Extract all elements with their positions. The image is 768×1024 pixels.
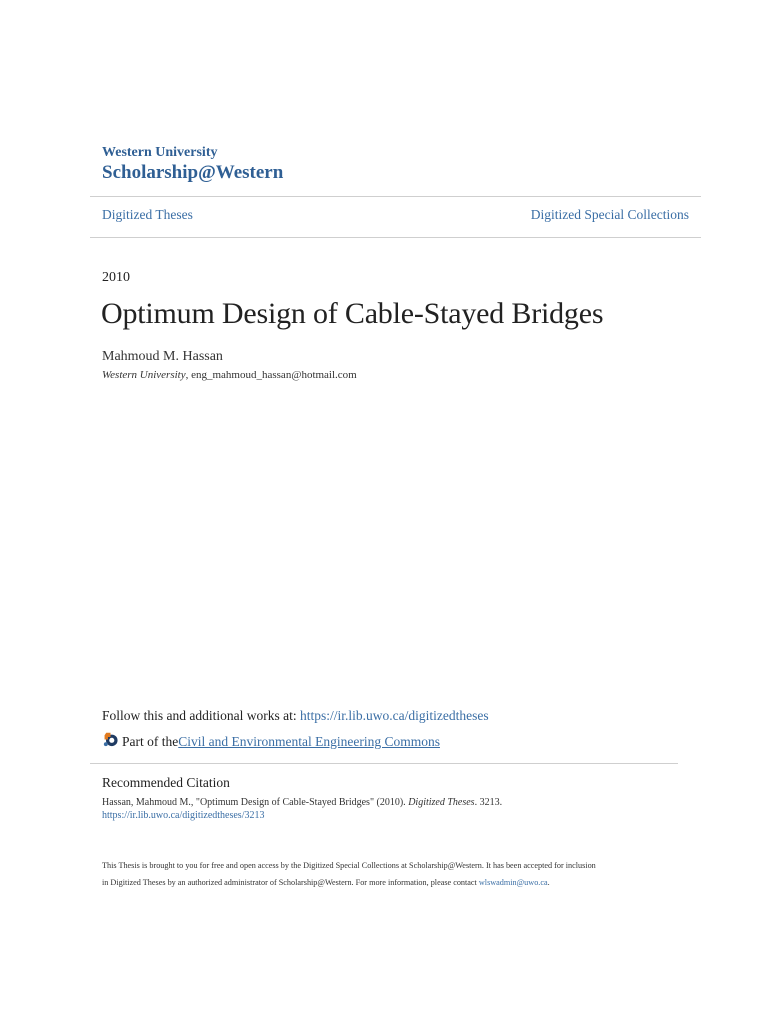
bepress-commons-icon (102, 731, 122, 752)
affiliation-name: Western University (102, 369, 186, 381)
citation-journal: Digitized Theses (408, 797, 475, 808)
part-of-prefix: Part of the (122, 733, 179, 749)
commons-link[interactable]: Civil and Environmental Engineering Commons (178, 733, 440, 749)
nav-divider (90, 237, 701, 238)
citation-text-before: Hassan, Mahmoud M., "Optimum Design of Cable-Stayed Bridges" (2010). (102, 797, 409, 808)
publication-year: 2010 (102, 270, 130, 285)
citation-text-after: . 3213. (474, 797, 503, 808)
notice-line-1: This Thesis is brought to you for free and open access by the Digitized Special Collections at Scholarship@Western. It has been accepted for inclusion (102, 861, 596, 870)
header-divider (90, 196, 701, 197)
repository-link[interactable]: Scholarship@Western (102, 162, 284, 183)
author-name: Mahmoud M. Hassan (102, 349, 223, 364)
digitized-special-collections-link[interactable]: Digitized Special Collections (530, 207, 689, 222)
citation-text (102, 797, 502, 808)
part-of-line (102, 731, 440, 752)
follow-url-link[interactable]: https://ir.lib.uwo.ca/digitizedtheses (300, 708, 489, 723)
follow-prefix: Follow this and additional works at: (102, 708, 300, 723)
notice-line-2-end: . (547, 878, 550, 887)
citation-divider (90, 763, 678, 764)
institution-name: Western University (102, 145, 218, 160)
thesis-title: Optimum Design of Cable-Stayed Bridges (101, 297, 604, 330)
access-notice (102, 857, 672, 891)
author-email: eng_mahmoud_hassan@hotmail.com (191, 369, 357, 381)
digitized-theses-link[interactable]: Digitized Theses (102, 207, 193, 222)
notice-line-2-text: in Digitized Theses by an authorized administrator of Scholarship@Western. For more information, please contact (102, 878, 479, 887)
citation-heading: Recommended Citation (102, 775, 230, 790)
follow-line (102, 708, 489, 724)
affiliation-separator: , (185, 369, 192, 381)
author-affiliation (102, 369, 357, 381)
notice-line-2 (102, 874, 672, 891)
contact-email-link[interactable]: wlswadmin@uwo.ca (478, 878, 548, 887)
citation-url-link[interactable]: https://ir.lib.uwo.ca/digitizedtheses/3213 (102, 810, 265, 821)
